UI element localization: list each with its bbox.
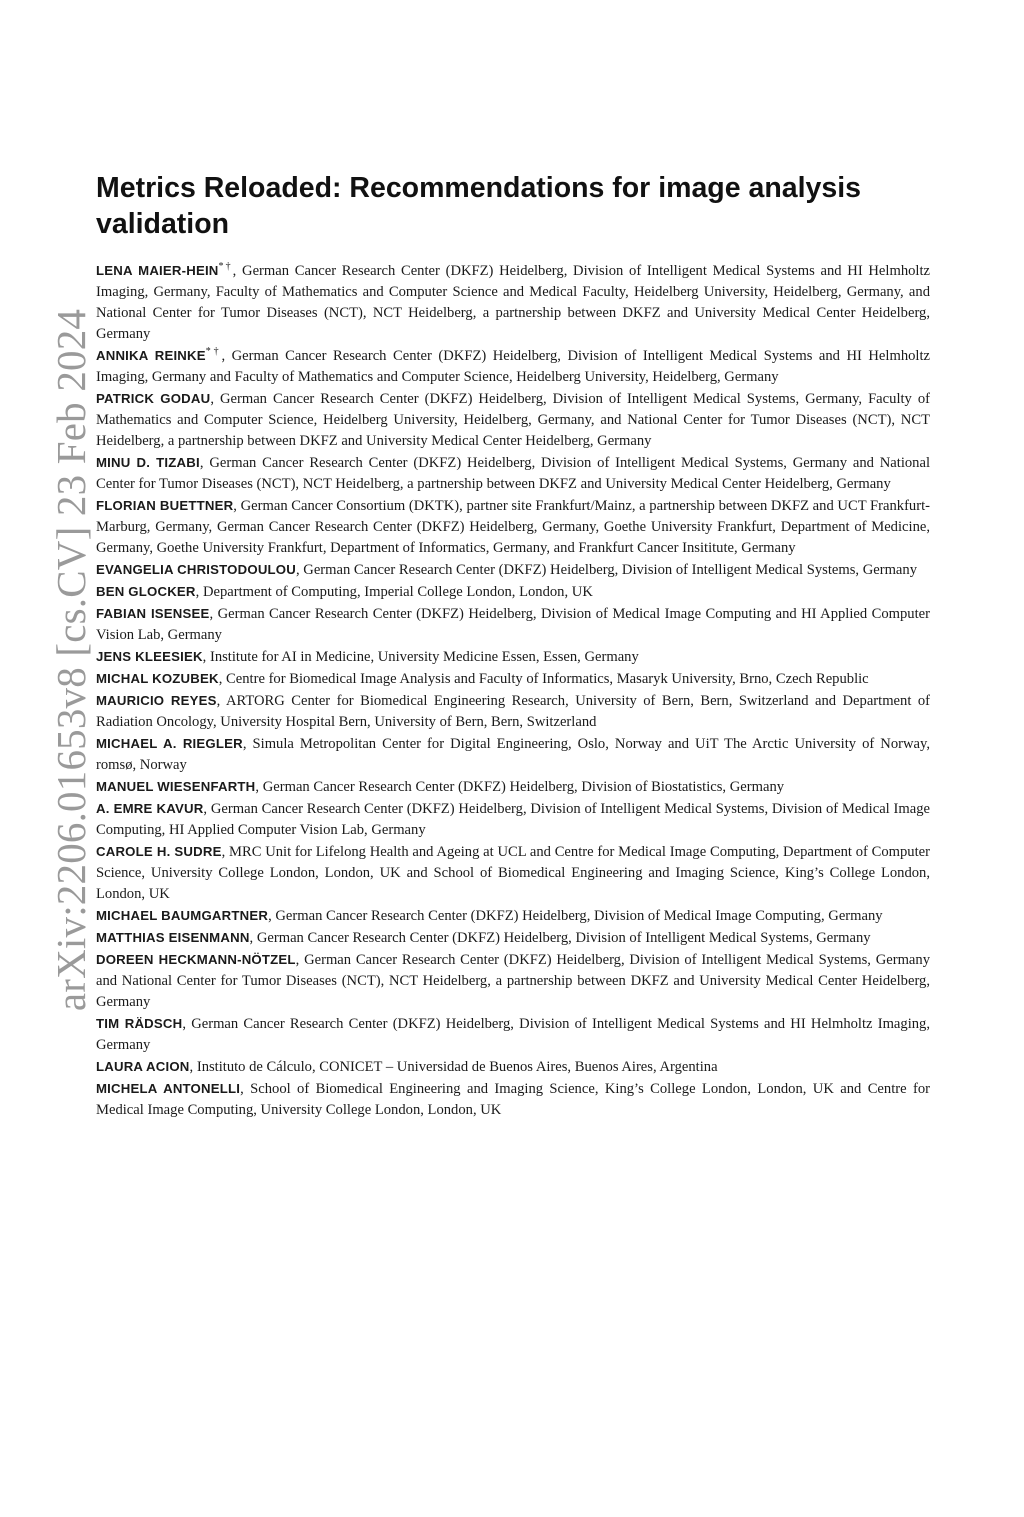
author-entry: [96, 581, 930, 603]
author-name: MICHAEL A. RIEGLER: [96, 736, 243, 751]
author-name: MAURICIO REYES: [96, 693, 217, 708]
author-entry: [96, 495, 930, 559]
author-entry: [96, 798, 930, 841]
author-footnote-marks: *†: [205, 346, 222, 357]
author-affiliation: , Simula Metropolitan Center for Digital Engineering, Oslo, Norway and UiT The Arctic University of Norway, romsø, Norway: [96, 736, 930, 773]
author-entry: [96, 949, 930, 1013]
author-affiliation: , School of Biomedical Engineering and Imaging Science, King’s College London, London, UK and Centre for Medical Image Computing, University College London, London, UK: [96, 1081, 930, 1118]
author-name: CAROLE H. SUDRE: [96, 844, 222, 859]
author-affiliation: , German Cancer Research Center (DKFZ) Heidelberg, Division of Intelligent Medical Systems and HI Helmholtz Imaging, Germany and Faculty of Mathematics and Computer Science, Heidelberg University, Heidelberg, Germany: [96, 348, 930, 385]
author-entry: [96, 559, 930, 581]
author-entry: [96, 603, 930, 646]
author-affiliation: , Institute for AI in Medicine, University Medicine Essen, Essen, Germany: [202, 649, 639, 665]
author-affiliation: , German Cancer Research Center (DKFZ) Heidelberg, Division of Intelligent Medical Systems and HI Helmholtz Imaging, Germany, Faculty of Mathematics and Computer Science and Medical Faculty, Heidelberg University, Heidelberg, Germany, and National Center for Tumor Diseases (NCT), NCT Heidelberg, a partnership between DKFZ and University Medical Center Heidelberg, Germany: [96, 263, 930, 342]
author-entry: [96, 646, 930, 668]
author-entry: [96, 345, 930, 388]
author-entry: [96, 452, 930, 495]
author-name: DOREEN HECKMANN-NÖTZEL: [96, 952, 296, 967]
author-name: PATRICK GODAU: [96, 391, 211, 406]
author-affiliation: , German Cancer Research Center (DKFZ) Heidelberg, Division of Medical Image Computing and HI Applied Computer Vision Lab, Germany: [96, 606, 930, 643]
author-entry: [96, 690, 930, 733]
author-affiliation: , MRC Unit for Lifelong Health and Ageing at UCL and Centre for Medical Image Computing, Department of Computer Science, University College London, London, UK and School of Biomedical Engineering and Imaging Science, King’s College London, London, UK: [96, 844, 930, 902]
author-affiliation: , ARTORG Center for Biomedical Engineering Research, University of Bern, Bern, Switzerland and Department of Radiation Oncology, University Hospital Bern, University of Bern, Bern, Switzerland: [96, 693, 930, 730]
author-entry: [96, 841, 930, 905]
author-name: LAURA ACION: [96, 1059, 190, 1074]
author-name: MANUEL WIESENFARTH: [96, 779, 256, 794]
author-affiliation: , German Cancer Research Center (DKFZ) Heidelberg, Division of Intelligent Medical Systems and HI Helmholtz Imaging, Germany: [96, 1016, 930, 1053]
author-name: ANNIKA REINKE: [96, 348, 206, 363]
author-entry: [96, 733, 930, 776]
arxiv-identifier-stamp: arXiv:2206.01653v8 [cs.CV] 23 Feb 2024: [48, 308, 94, 1012]
author-name: FLORIAN BUETTNER: [96, 498, 234, 513]
author-name: MICHELA ANTONELLI: [96, 1081, 241, 1096]
author-list: [96, 260, 930, 1121]
author-affiliation: , German Cancer Research Center (DKFZ) Heidelberg, Division of Intelligent Medical Systems, Germany: [249, 930, 871, 946]
author-affiliation: , German Cancer Research Center (DKFZ) Heidelberg, Division of Intelligent Medical Systems, Germany, Faculty of Mathematics and Computer Science, Heidelberg University, Heidelberg, Germany, and National Center for Tumor Diseases (NCT), NCT Heidelberg, a partnership between DKFZ and University Medical Center Heidelberg, Germany: [96, 391, 930, 449]
author-entry: [96, 776, 930, 798]
author-entry: [96, 668, 930, 690]
author-name: MINU D. TIZABI: [96, 455, 200, 470]
author-name: MATTHIAS EISENMANN: [96, 930, 250, 945]
author-affiliation: , Instituto de Cálculo, CONICET – Universidad de Buenos Aires, Buenos Aires, Argentina: [189, 1059, 718, 1075]
author-affiliation: , German Cancer Research Center (DKFZ) Heidelberg, Division of Medical Image Computing, Germany: [268, 908, 883, 924]
author-entry: [96, 1013, 930, 1056]
author-affiliation: , German Cancer Research Center (DKFZ) Heidelberg, Division of Biostatistics, Germany: [255, 779, 785, 795]
author-name: A. EMRE KAVUR: [96, 801, 204, 816]
author-affiliation: , German Cancer Consortium (DKTK), partner site Frankfurt/Mainz, a partnership between DKFZ and UCT Frankfurt-Marburg, Germany, German Cancer Research Center (DKFZ) Heidelberg, Germany, Goethe University Frankfurt, Department of Medicine, Germany, Goethe University Frankfurt, Department of Informatics, Germany, and Frankfurt Cancer Insititute, Germany: [96, 498, 930, 556]
author-affiliation: , German Cancer Research Center (DKFZ) Heidelberg, Division of Intelligent Medical Systems, Germany and National Center for Tumor Diseases (NCT), NCT Heidelberg, a partnership between DKFZ and University Medical Center Heidelberg, Germany: [96, 952, 930, 1010]
author-name: LENA MAIER-HEIN: [96, 263, 219, 278]
author-entry: [96, 927, 930, 949]
author-name: EVANGELIA CHRISTODOULOU: [96, 562, 296, 577]
author-affiliation: , German Cancer Research Center (DKFZ) Heidelberg, Division of Intelligent Medical Systems, Germany and National Center for Tumor Diseases (NCT), NCT Heidelberg, a partnership between DKFZ and University Medical Center Heidelberg, Germany: [96, 455, 930, 492]
author-entry: [96, 1078, 930, 1121]
author-affiliation: , German Cancer Research Center (DKFZ) Heidelberg, Division of Intelligent Medical Systems, Germany: [295, 562, 917, 578]
author-affiliation: , Department of Computing, Imperial College London, London, UK: [195, 584, 593, 600]
author-entry: [96, 388, 930, 452]
author-entry: [96, 260, 930, 345]
author-name: BEN GLOCKER: [96, 584, 196, 599]
author-name: MICHAL KOZUBEK: [96, 671, 219, 686]
author-name: MICHAEL BAUMGARTNER: [96, 908, 269, 923]
author-name: FABIAN ISENSEE: [96, 606, 210, 621]
author-entry: [96, 1056, 930, 1078]
author-affiliation: , German Cancer Research Center (DKFZ) Heidelberg, Division of Intelligent Medical Systems, Division of Medical Image Computing, HI Applied Computer Vision Lab, Germany: [96, 801, 930, 838]
author-name: JENS KLEESIEK: [96, 649, 203, 664]
paper-title: Metrics Reloaded: Recommendations for image analysis validation: [96, 172, 861, 240]
author-footnote-marks: *†: [218, 261, 233, 272]
author-affiliation: , Centre for Biomedical Image Analysis and Faculty of Informatics, Masaryk University, Brno, Czech Republic: [218, 671, 869, 687]
author-entry: [96, 905, 930, 927]
author-name: TIM RÄDSCH: [96, 1016, 183, 1031]
